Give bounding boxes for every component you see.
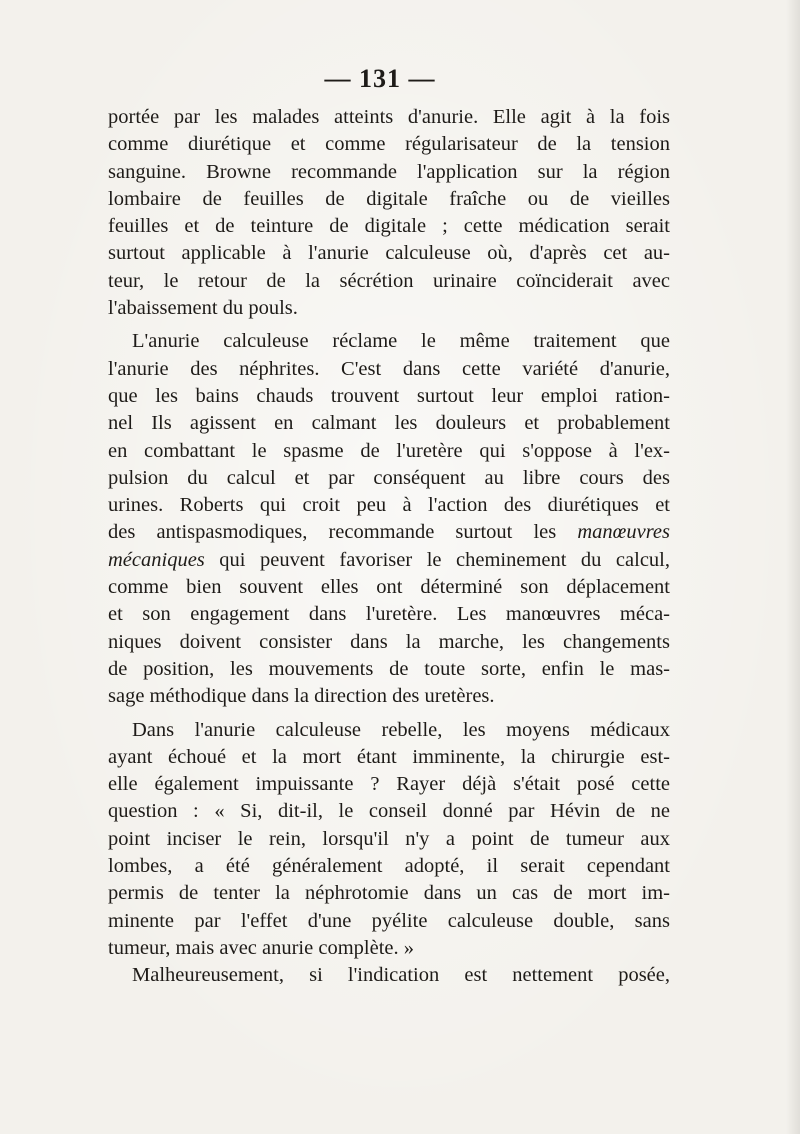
paragraph [108,104,670,322]
text-line: de position, les mouvements de toute sorte, enfin le mas- [108,657,670,680]
text-line: ayant échoué et la mort étant imminente, la chirurgie est- [108,745,670,768]
text-line: point inciser le rein, lorsqu'il n'y a point de tumeur aux [108,827,670,850]
text-line: des antispasmodiques, recommande surtout les manœuvres [108,521,670,544]
text-line: en combattant le spasme de l'uretère qui s'oppose à l'ex- [108,439,670,462]
paragraph [108,962,670,989]
text-line: nel Ils agissent en calmant les douleurs et probablement [108,412,670,435]
text-line: que les bains chauds trouvent surtout leur emploi ration- [108,384,670,407]
text-line: urines. Roberts qui croit peu à l'action des diurétiques et [108,494,670,517]
text-line: l'anurie des néphrites. C'est dans cette variété d'anurie, [108,357,670,380]
body-text [108,104,670,990]
text-line: niques doivent consister dans la marche, les changements [108,630,670,653]
text-line: sanguine. Browne recommande l'application sur la région [108,160,670,183]
text-line: minente par l'effet d'une pyélite calculeuse double, sans [108,909,670,932]
paragraph [108,328,670,710]
text-line: comme bien souvent elles ont déterminé son déplacement [108,576,670,599]
text-line: Dans l'anurie calculeuse rebelle, les moyens médicaux [132,718,670,741]
text-line: et son engagement dans l'uretère. Les manœuvres méca- [108,603,670,626]
text-line: sage méthodique dans la direction des uretères. [108,685,495,708]
text-line: Malheureusement, si l'indication est nettement posée, [132,964,670,987]
page-number: — 131 — [324,64,436,93]
text-line: surtout applicable à l'anurie calculeuse où, d'après cet au- [108,242,670,265]
paragraph [108,717,670,963]
text-line: l'abaissement du pouls. [108,297,298,320]
text-line: tumeur, mais avec anurie complète. » [108,936,414,959]
text-line: elle également impuissante ? Rayer déjà s'était posé cette [108,773,670,796]
text-line: teur, le retour de la sécrétion urinaire coïnciderait avec [108,269,670,292]
text-line: L'anurie calculeuse réclame le même traitement que [132,330,670,353]
text-line: lombes, a été généralement adopté, il serait cependant [108,855,670,878]
text-line: portée par les malades atteints d'anurie. Elle agit à la fois [108,106,670,128]
text-line: permis de tenter la néphrotomie dans un cas de mort im- [108,882,670,905]
text-line: comme diurétique et comme régularisateur de la tension [108,133,670,156]
page-edge-shadow [786,0,800,1134]
text-line: feuilles et de teinture de digitale ; cette médication serait [108,215,670,238]
text-line: lombaire de feuilles de digitale fraîche ou de vieilles [108,187,670,210]
text-line: pulsion du calcul et par conséquent au libre cours des [108,466,670,489]
text-line: mécaniques qui peuvent favoriser le cheminement du calcul, [108,548,670,571]
text-line: question : « Si, dit-il, le conseil donné par Hévin de ne [108,800,670,823]
